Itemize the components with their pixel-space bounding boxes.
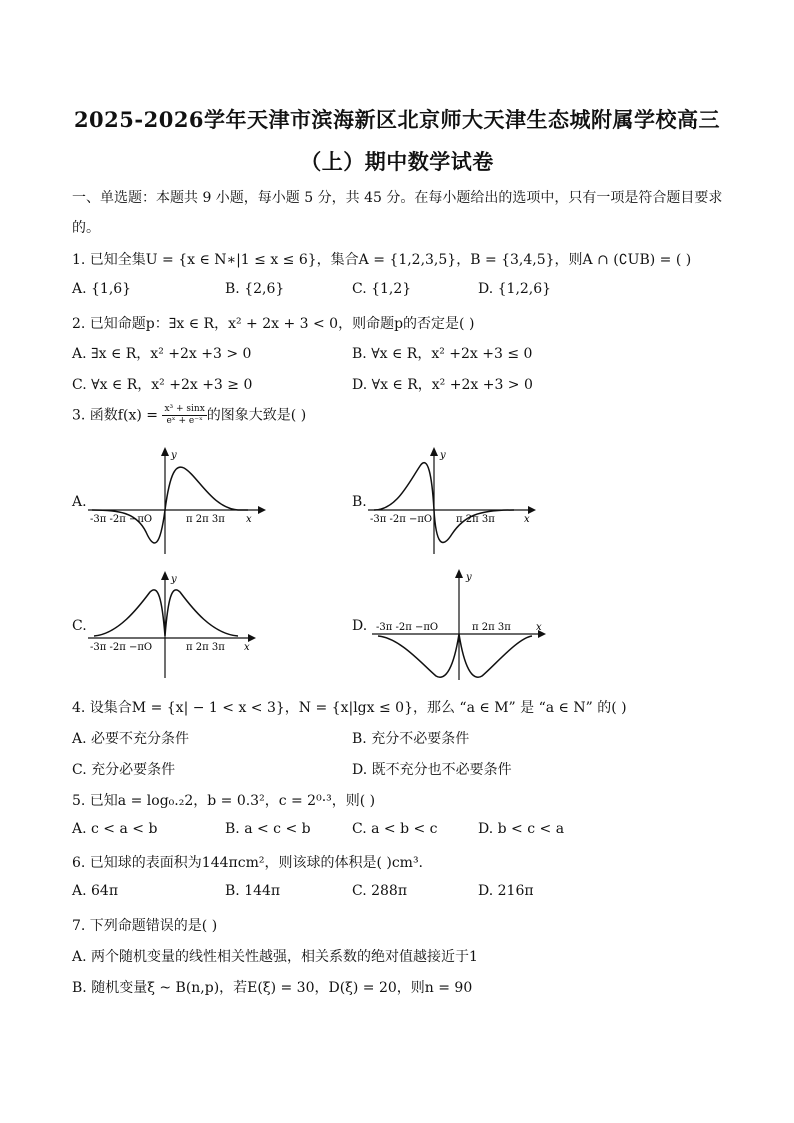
q3-graph-c-ticks-right: π 2π 3π xyxy=(186,642,225,653)
question-4-stem: 4. 设集合M = {x| − 1 < x < 3}，N = {x|lgx ≤ 0}，那么 “a ∈ M” 是 “a ∈ N” 的( ) xyxy=(72,700,627,716)
question-2-stem: 2. 已知命题p：∃x ∈ R，x² + 2x + 3 < 0，则命题p的否定是( ) xyxy=(72,316,475,332)
q3-fraction-denominator: eˣ + e⁻ˣ xyxy=(166,416,203,426)
q3-graph-a-y-label: y xyxy=(171,450,177,461)
q7-option-a: A. 两个随机变量的线性相关性越强，相关系数的绝对值越接近于1 xyxy=(72,949,478,965)
question-3-stem xyxy=(72,404,306,427)
q3-option-c-label: C. xyxy=(72,618,87,634)
q3-graph-b-ticks-left: -3π -2π −πO xyxy=(370,514,433,525)
q5-option-d: D. b < c < a xyxy=(478,821,565,837)
section-intro-line2: 的。 xyxy=(72,220,100,236)
q4-option-b: B. 充分不必要条件 xyxy=(352,731,470,747)
q4-option-c: C. 充分必要条件 xyxy=(72,762,176,778)
q1-option-d: D. {1,2,6} xyxy=(478,281,552,297)
exam-title-line1: 2025-2026学年天津市滨海新区北京师大天津生态城附属学校高三 xyxy=(73,107,721,132)
question-5-stem: 5. 已知a = log₀.₂2，b = 0.3²，c = 2⁰·³，则( ) xyxy=(72,793,376,809)
q3-fraction-numerator: x³ + sinx xyxy=(164,404,205,414)
q1-option-c: C. {1,2} xyxy=(352,281,412,297)
q5-option-c: C. a < b < c xyxy=(352,821,438,837)
q3-graph-c xyxy=(88,570,268,680)
q6-option-c: C. 288π xyxy=(352,883,408,899)
q3-graph-a-ticks-right: π 2π 3π xyxy=(186,514,225,525)
q3-option-b-label: B. xyxy=(352,494,367,510)
q7-option-b: B. 随机变量ξ ~ B(n,p)，若E(ξ) = 30，D(ξ) = 20，则n = 90 xyxy=(72,980,473,996)
q3-graph-c-y-label: y xyxy=(171,574,177,585)
question-7-stem: 7. 下列命题错误的是( ) xyxy=(72,918,218,934)
q3-graph-d-ticks-right: π 2π 3π xyxy=(472,622,511,633)
q3-graph-c-ticks-left: -3π -2π −πO xyxy=(90,642,153,653)
q3-graph-b-ticks-right: π 2π 3π xyxy=(456,514,495,525)
q6-option-a: A. 64π xyxy=(72,883,119,899)
q2-option-d: D. ∀x ∈ R，x² +2x +3 > 0 xyxy=(352,377,533,393)
q3-graph-b xyxy=(368,446,548,556)
q2-option-a: A. ∃x ∈ R，x² +2x +3 > 0 xyxy=(72,346,252,362)
q3-stem-prefix: 3. 函数f(x) = xyxy=(72,407,163,424)
q3-stem-suffix: 的图象大致是( ) xyxy=(206,407,307,424)
q4-option-d: D. 既不充分也不必要条件 xyxy=(352,762,512,778)
q1-option-a: A. {1,6} xyxy=(72,281,132,297)
q3-graph-b-y-label: y xyxy=(440,450,446,461)
q3-graph-d-y-label: y xyxy=(466,572,472,583)
q4-option-a: A. 必要不充分条件 xyxy=(72,731,190,747)
q6-option-d: D. 216π xyxy=(478,883,534,899)
q3-graph-a-ticks-left: -3π -2π −πO xyxy=(90,514,153,525)
question-1-stem: 1. 已知全集U = {x ∈ N∗|1 ≤ x ≤ 6}，集合A = {1,2,3,5}，B = {3,4,5}，则A ∩ (∁UB) = ( ) xyxy=(72,252,692,268)
q3-fraction xyxy=(162,404,206,427)
q6-option-b: B. 144π xyxy=(225,883,281,899)
q3-option-a-label: A. xyxy=(72,494,87,510)
q3-graph-d xyxy=(372,566,552,684)
q3-graph-a-x-label: x xyxy=(246,514,252,525)
question-6-stem: 6. 已知球的表面积为144πcm²，则该球的体积是( )cm³. xyxy=(72,855,424,871)
q3-graph-d-ticks-left: -3π -2π −πO xyxy=(376,622,439,633)
q5-option-b: B. a < c < b xyxy=(225,821,311,837)
q5-option-a: A. c < a < b xyxy=(72,821,158,837)
q2-option-c: C. ∀x ∈ R，x² +2x +3 ≥ 0 xyxy=(72,377,253,393)
section-intro-line1: 一、单选题：本题共 9 小题，每小题 5 分，共 45 分。在每小题给出的选项中，只有一项是符合题目要求 xyxy=(72,190,723,206)
q3-graph-d-x-label: x xyxy=(536,622,542,633)
q1-option-b: B. {2,6} xyxy=(225,281,285,297)
q3-graph-b-x-label: x xyxy=(524,514,530,525)
q3-graph-a xyxy=(88,446,268,556)
exam-title-line2: （上）期中数学试卷 xyxy=(300,149,494,174)
q2-option-b: B. ∀x ∈ R，x² +2x +3 ≤ 0 xyxy=(352,346,533,362)
q3-option-d-label: D. xyxy=(352,618,368,634)
q3-graph-c-x-label: x xyxy=(244,642,250,653)
